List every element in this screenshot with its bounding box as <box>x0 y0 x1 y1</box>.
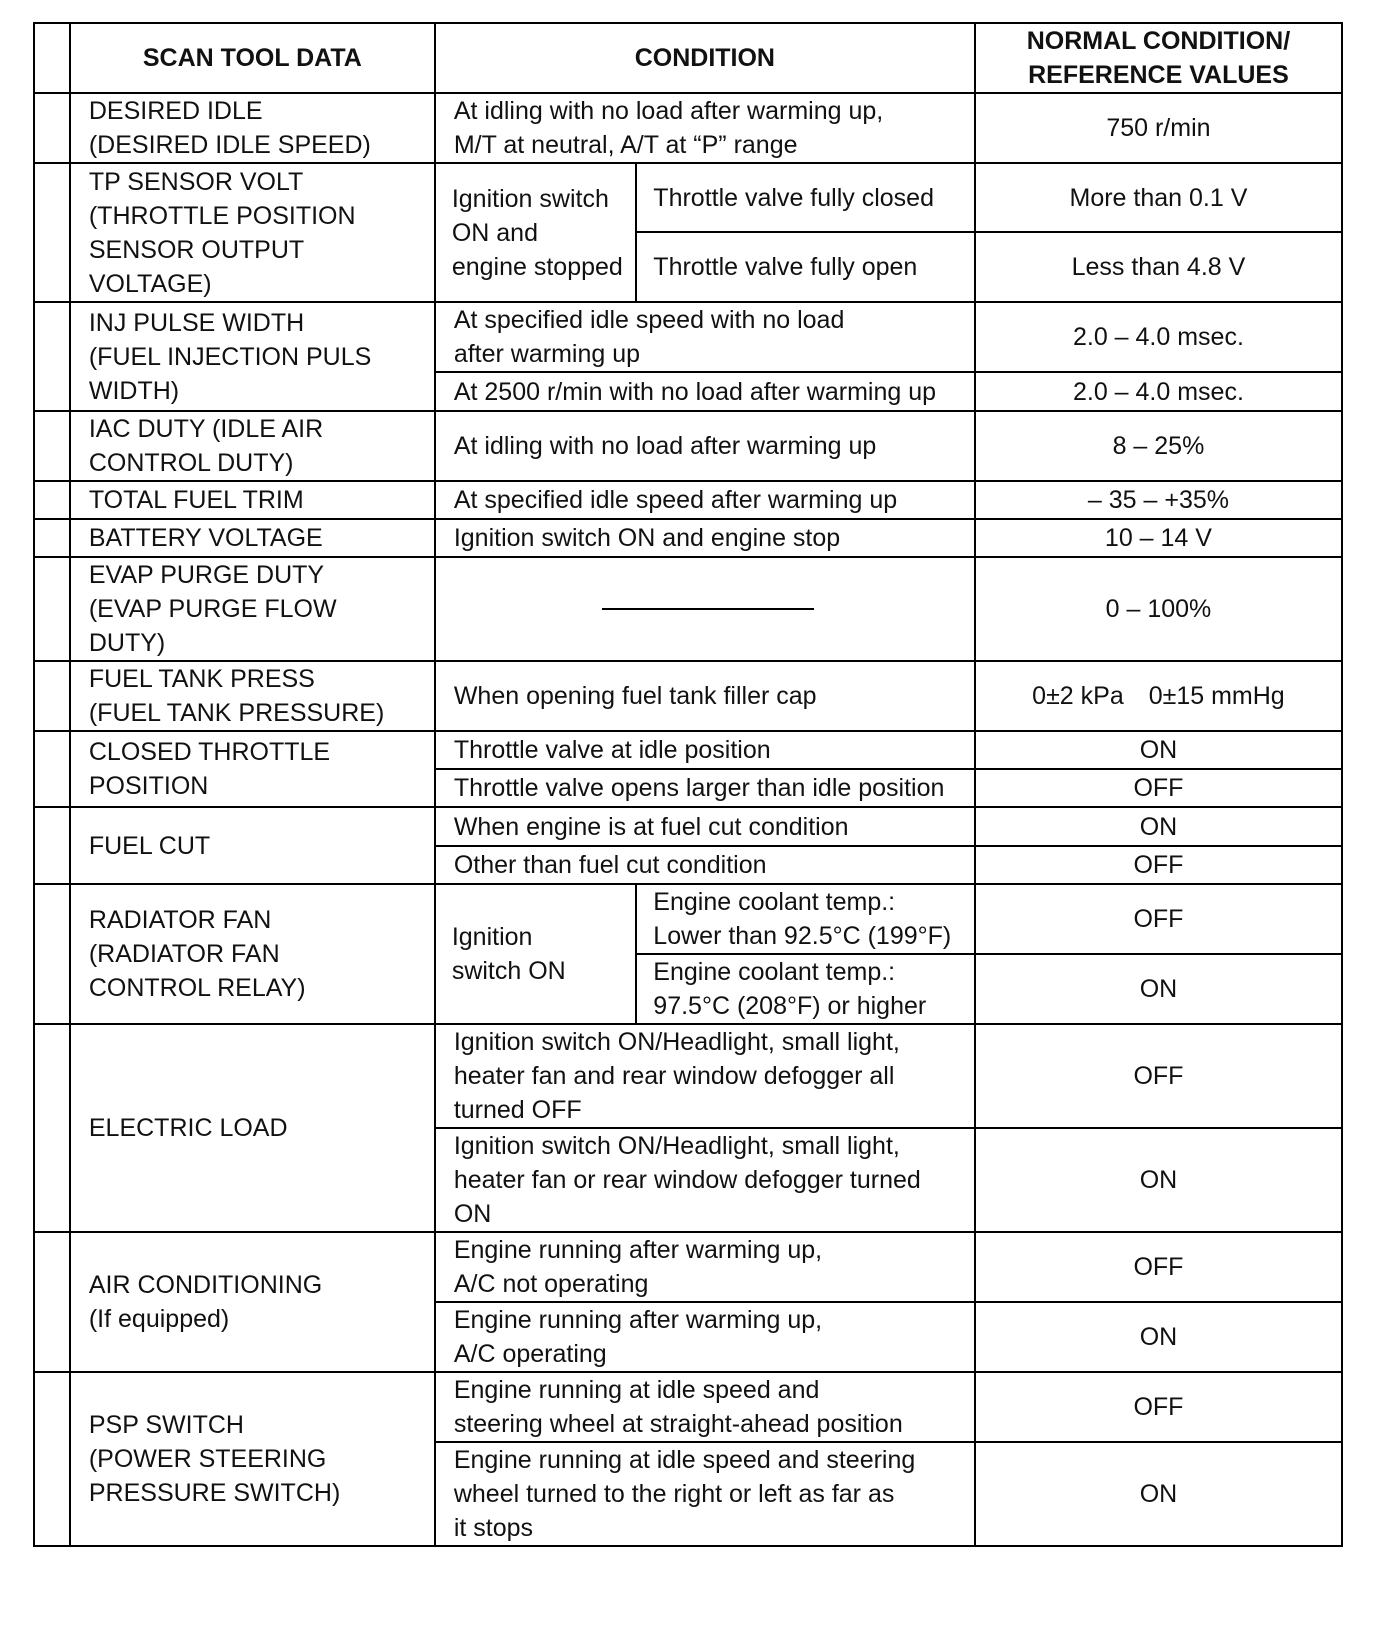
scan-item: RADIATOR FAN (RADIATOR FAN CONTROL RELAY) <box>70 884 435 1024</box>
gutter-cell <box>34 1024 70 1232</box>
scan-item: TOTAL FUEL TRIM <box>70 481 435 519</box>
condition-cell: Throttle valve fully open <box>636 232 975 302</box>
gutter-cell <box>34 411 70 481</box>
scan-tool-data-table <box>33 22 1343 1547</box>
value-cell: OFF <box>975 1372 1342 1442</box>
condition-cell: Throttle valve fully closed <box>636 163 975 232</box>
condition-cell <box>435 557 975 661</box>
condition-cell: Engine running after warming up, A/C not operating <box>435 1232 975 1302</box>
condition-cell: Engine coolant temp.: Lower than 92.5°C (199°F) <box>636 884 975 954</box>
value-cell: 10 – 14 V <box>975 519 1342 557</box>
value-cell: 8 – 25% <box>975 411 1342 481</box>
condition-cell: Other than fuel cut condition <box>435 846 975 884</box>
header-scan-tool-data: SCAN TOOL DATA <box>70 23 435 93</box>
value-cell: 0 – 100% <box>975 557 1342 661</box>
value-cell: ON <box>975 1302 1342 1372</box>
scan-item: DESIRED IDLE (DESIRED IDLE SPEED) <box>70 93 435 163</box>
table-row <box>34 1372 1342 1442</box>
gutter-cell <box>34 1232 70 1372</box>
condition-cell: Throttle valve at idle position <box>435 731 975 769</box>
scan-item: PSP SWITCH (POWER STEERING PRESSURE SWITCH) <box>70 1372 435 1546</box>
condition-cell: At specified idle speed after warming up <box>435 481 975 519</box>
gutter-cell <box>34 1372 70 1546</box>
value-cell: OFF <box>975 846 1342 884</box>
gutter-cell <box>34 481 70 519</box>
condition-cell: At specified idle speed with no load after warming up <box>435 302 975 372</box>
condition-cell: When engine is at fuel cut condition <box>435 807 975 846</box>
gutter-cell <box>34 884 70 1024</box>
value-cell: ON <box>975 1128 1342 1232</box>
table-row <box>34 93 1342 163</box>
value-cell: More than 0.1 V <box>975 163 1342 232</box>
table-row <box>34 884 1342 954</box>
value-cell: OFF <box>975 769 1342 807</box>
condition-cell: Ignition switch ON/Headlight, small light, heater fan and rear window defogger all turned OFF <box>435 1024 975 1128</box>
value-cell: 0±2 kPa 0±15 mmHg <box>975 661 1342 731</box>
condition-cell: At idling with no load after warming up, M/T at neutral, A/T at “P” range <box>435 93 975 163</box>
gutter-cell <box>34 661 70 731</box>
condition-cell: Ignition switch ON and engine stop <box>435 519 975 557</box>
condition-cell: Throttle valve opens larger than idle position <box>435 769 975 807</box>
table-row <box>34 163 1342 232</box>
common-condition-cell: Ignition switch ON and engine stopped <box>435 163 636 302</box>
not-applicable-dash <box>602 608 814 610</box>
table-row <box>34 1024 1342 1128</box>
scan-item: FUEL TANK PRESS (FUEL TANK PRESSURE) <box>70 661 435 731</box>
header-condition: CONDITION <box>435 23 975 93</box>
scan-item: BATTERY VOLTAGE <box>70 519 435 557</box>
value-cell: OFF <box>975 1024 1342 1128</box>
condition-cell: Engine running at idle speed and steering wheel at straight-ahead position <box>435 1372 975 1442</box>
gutter-cell <box>34 519 70 557</box>
table-row <box>34 557 1342 661</box>
header-normal-condition: NORMAL CONDITION/ REFERENCE VALUES <box>975 23 1342 93</box>
scan-item: CLOSED THROTTLE POSITION <box>70 731 435 807</box>
common-condition-cell: Ignition switch ON <box>435 884 636 1024</box>
scan-item: TP SENSOR VOLT (THROTTLE POSITION SENSOR OUTPUT VOLTAGE) <box>70 163 435 302</box>
condition-cell: Engine running after warming up, A/C operating <box>435 1302 975 1372</box>
value-cell: 2.0 – 4.0 msec. <box>975 372 1342 411</box>
gutter-cell <box>34 23 70 93</box>
value-cell: OFF <box>975 1232 1342 1302</box>
value-cell: ON <box>975 731 1342 769</box>
table-row <box>34 481 1342 519</box>
value-cell: – 35 – +35% <box>975 481 1342 519</box>
scan-item: ELECTRIC LOAD <box>70 1024 435 1232</box>
header-row <box>34 23 1342 93</box>
condition-cell: Ignition switch ON/Headlight, small light, heater fan or rear window defogger turned ON <box>435 1128 975 1232</box>
gutter-cell <box>34 557 70 661</box>
value-cell: ON <box>975 807 1342 846</box>
scan-item: INJ PULSE WIDTH (FUEL INJECTION PULS WIDTH) <box>70 302 435 411</box>
gutter-cell <box>34 807 70 884</box>
value-cell: OFF <box>975 884 1342 954</box>
scan-item: EVAP PURGE DUTY (EVAP PURGE FLOW DUTY) <box>70 557 435 661</box>
condition-cell: Engine coolant temp.: 97.5°C (208°F) or higher <box>636 954 975 1024</box>
table-row <box>34 731 1342 769</box>
gutter-cell <box>34 302 70 411</box>
value-cell: ON <box>975 1442 1342 1546</box>
condition-cell: When opening fuel tank filler cap <box>435 661 975 731</box>
gutter-cell <box>34 93 70 163</box>
scan-item: FUEL CUT <box>70 807 435 884</box>
table-row <box>34 807 1342 846</box>
scan-item: AIR CONDITIONING (If equipped) <box>70 1232 435 1372</box>
condition-cell: At 2500 r/min with no load after warming up <box>435 372 975 411</box>
value-cell: Less than 4.8 V <box>975 232 1342 302</box>
gutter-cell <box>34 163 70 302</box>
condition-cell: Engine running at idle speed and steering wheel turned to the right or left as far as it stops <box>435 1442 975 1546</box>
table-row <box>34 519 1342 557</box>
table-row <box>34 661 1342 731</box>
condition-cell: At idling with no load after warming up <box>435 411 975 481</box>
value-cell: 750 r/min <box>975 93 1342 163</box>
table-row <box>34 302 1342 372</box>
value-cell: 2.0 – 4.0 msec. <box>975 302 1342 372</box>
gutter-cell <box>34 731 70 807</box>
table-row <box>34 411 1342 481</box>
value-cell: ON <box>975 954 1342 1024</box>
table-row <box>34 1232 1342 1302</box>
scan-item: IAC DUTY (IDLE AIR CONTROL DUTY) <box>70 411 435 481</box>
